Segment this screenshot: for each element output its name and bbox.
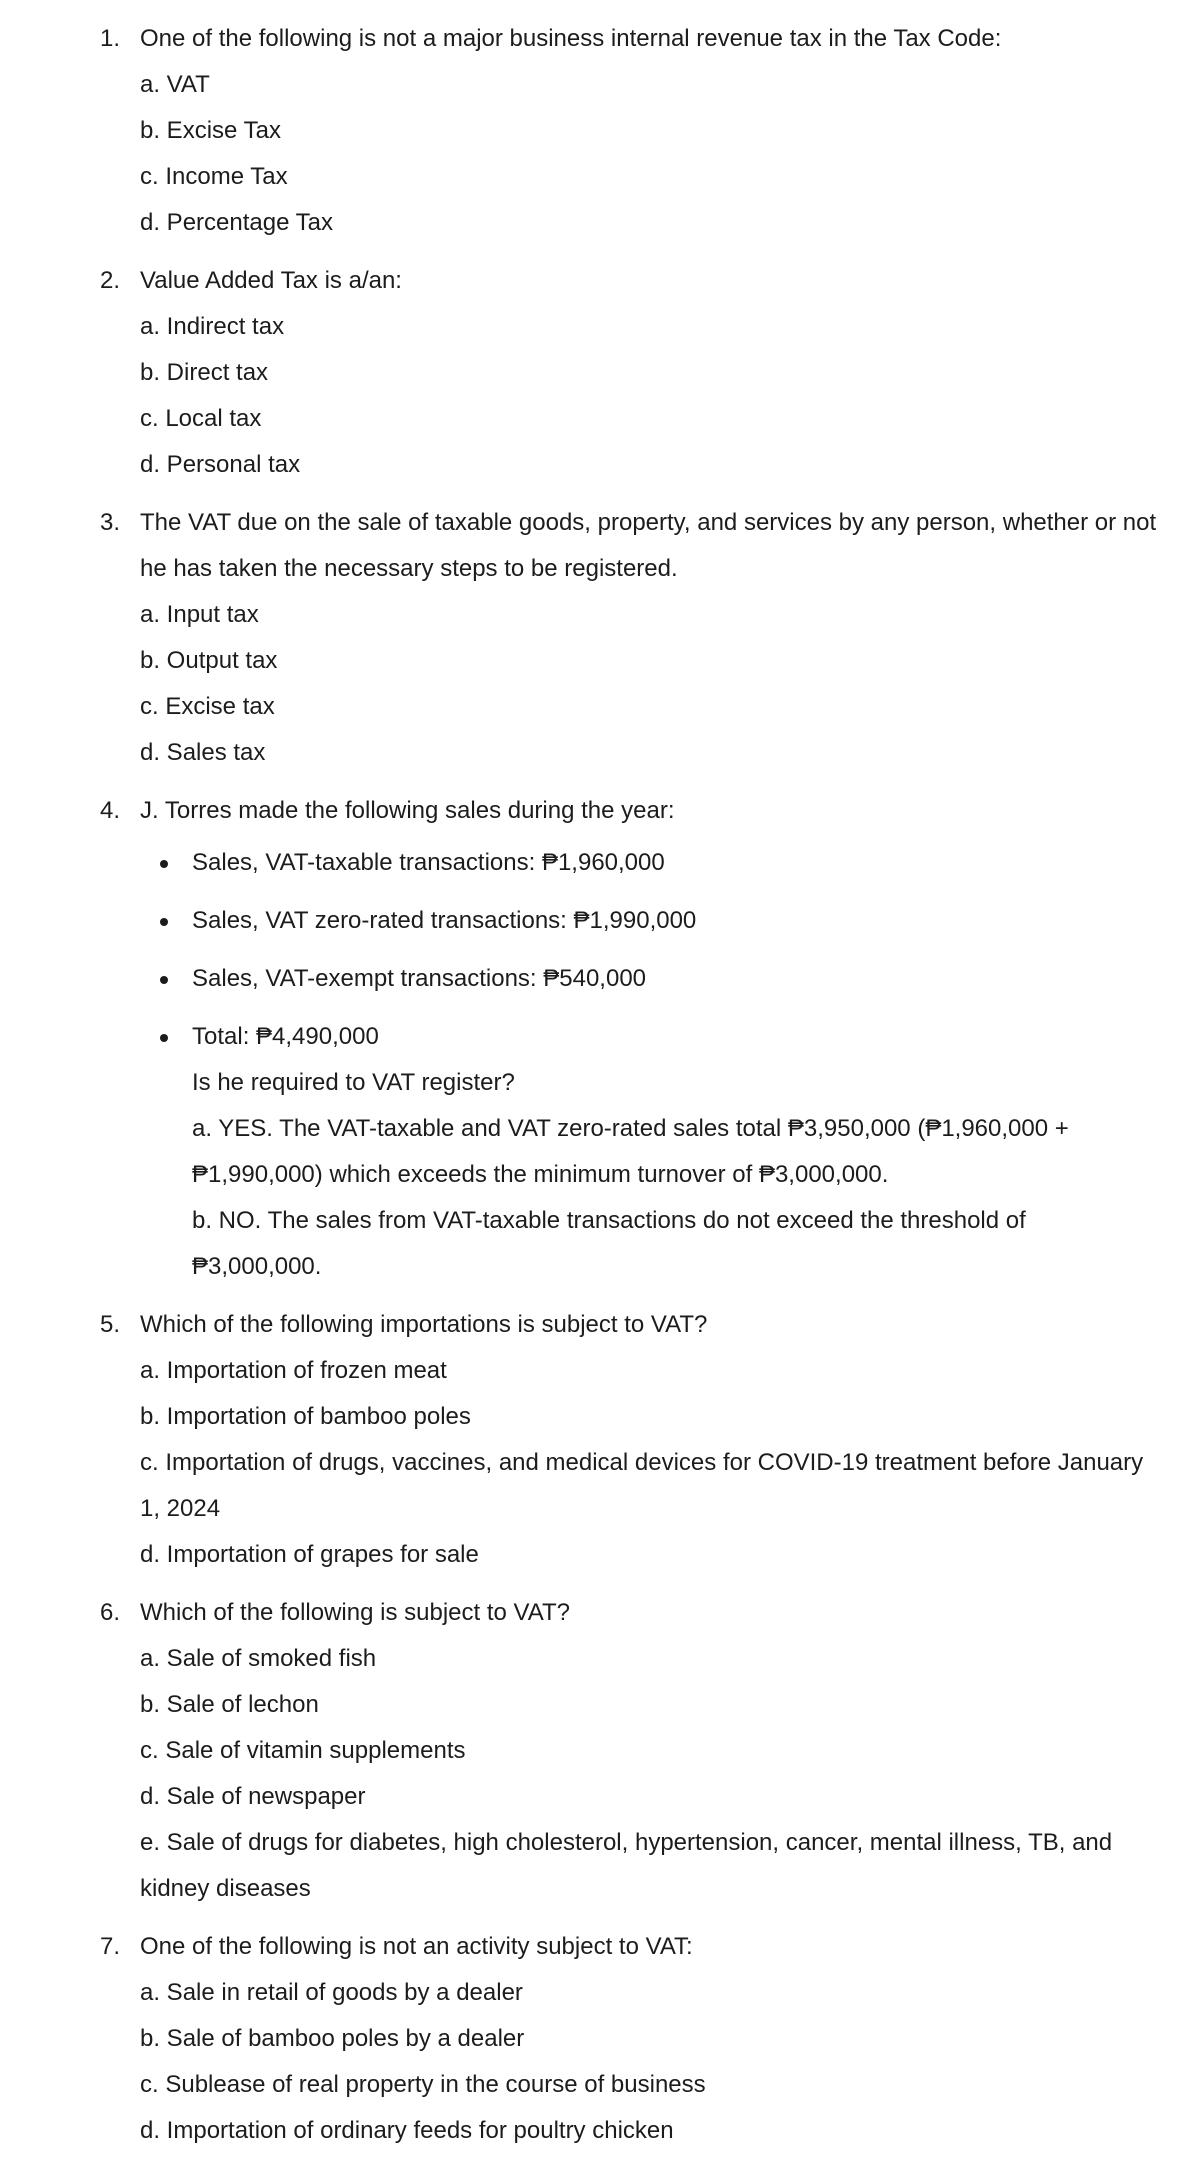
option-b: b. Sale of lechon <box>140 1691 319 1718</box>
option-c: c. Income Tax <box>140 163 288 190</box>
question-text: J. Torres made the following sales during the year: <box>140 797 675 824</box>
list-item-text: Total: ₱4,490,000 <box>192 1023 379 1050</box>
option-b: b. Importation of bamboo poles <box>140 1403 471 1430</box>
list-item <box>140 1014 1160 1060</box>
option-c: c. Sublease of real property in the course of business <box>140 2071 706 2098</box>
list-item <box>140 956 1160 1002</box>
option-a: a. Importation of frozen meat <box>140 1357 447 1384</box>
sub-option-a: a. YES. The VAT-taxable and VAT zero-rated sales total ₱3,950,000 (₱1,960,000 + ₱1,990,000) which exceeds the minimum turnover of ₱3,000,000. <box>192 1115 1069 1188</box>
question-number: 6. <box>100 1599 121 1626</box>
sub-question-text: Is he required to VAT register? <box>192 1069 515 1096</box>
option-c: c. Local tax <box>140 405 262 432</box>
option-a: a. Sale of smoked fish <box>140 1645 377 1672</box>
question-4 <box>0 788 1160 1290</box>
question-6 <box>0 1590 1160 1912</box>
question-5 <box>0 1302 1160 1578</box>
question-number: 4. <box>100 797 121 824</box>
question-text: Which of the following is subject to VAT? <box>140 1599 570 1626</box>
sub-option-b: b. NO. The sales from VAT-taxable transactions do not exceed the threshold of ₱3,000,000. <box>192 1207 1026 1280</box>
option-d: d. Importation of grapes for sale <box>140 1541 479 1568</box>
option-b: b. Excise Tax <box>140 117 281 144</box>
list-item-text: Sales, VAT-exempt transactions: ₱540,000 <box>192 965 647 992</box>
option-a: a. Indirect tax <box>140 313 285 340</box>
question-text: One of the following is not a major business internal revenue tax in the Tax Code: <box>140 25 1002 52</box>
option-d: d. Sale of newspaper <box>140 1783 366 1810</box>
option-a: a. VAT <box>140 71 210 98</box>
list-item-text: Sales, VAT zero-rated transactions: ₱1,990,000 <box>192 907 697 934</box>
option-d: d. Percentage Tax <box>140 209 334 236</box>
option-a: a. Input tax <box>140 601 259 628</box>
option-d: d. Importation of ordinary feeds for poultry chicken <box>140 2117 674 2144</box>
option-d: d. Personal tax <box>140 451 301 478</box>
bullet-icon <box>160 1034 168 1042</box>
bullet-icon <box>160 918 168 926</box>
question-text: The VAT due on the sale of taxable goods, property, and services by any person, whether or not he has taken the necessary steps to be registered. <box>140 509 1157 582</box>
question-number: 2. <box>100 267 121 294</box>
question-1 <box>0 16 1160 246</box>
option-d: d. Sales tax <box>140 739 266 766</box>
list-item <box>140 840 1160 886</box>
list-item <box>140 898 1160 944</box>
option-b: b. Sale of bamboo poles by a dealer <box>140 2025 525 2052</box>
option-a: a. Sale in retail of goods by a dealer <box>140 1979 523 2006</box>
question-text: One of the following is not an activity subject to VAT: <box>140 1933 693 1960</box>
bullet-icon <box>160 860 168 868</box>
question-number: 5. <box>100 1311 121 1338</box>
option-c: c. Importation of drugs, vaccines, and medical devices for COVID-19 treatment before January 1, 2024 <box>140 1449 1144 1522</box>
option-e: e. Sale of drugs for diabetes, high cholesterol, hypertension, cancer, mental illness, TB, and kidney diseases <box>140 1829 1113 1902</box>
question-text: Which of the following importations is subject to VAT? <box>140 1311 708 1338</box>
bullet-icon <box>160 976 168 984</box>
question-7 <box>0 1924 1160 2154</box>
question-number: 7. <box>100 1933 121 1960</box>
question-text: Value Added Tax is a/an: <box>140 267 402 294</box>
question-3 <box>0 500 1160 776</box>
list-item-text: Sales, VAT-taxable transactions: ₱1,960,000 <box>192 849 665 876</box>
question-number: 3. <box>100 509 121 536</box>
option-c: c. Excise tax <box>140 693 275 720</box>
question-2 <box>0 258 1160 488</box>
sales-list <box>140 840 1160 1060</box>
option-c: c. Sale of vitamin supplements <box>140 1737 466 1764</box>
option-b: b. Direct tax <box>140 359 269 386</box>
option-b: b. Output tax <box>140 647 278 674</box>
question-number: 1. <box>100 25 121 52</box>
